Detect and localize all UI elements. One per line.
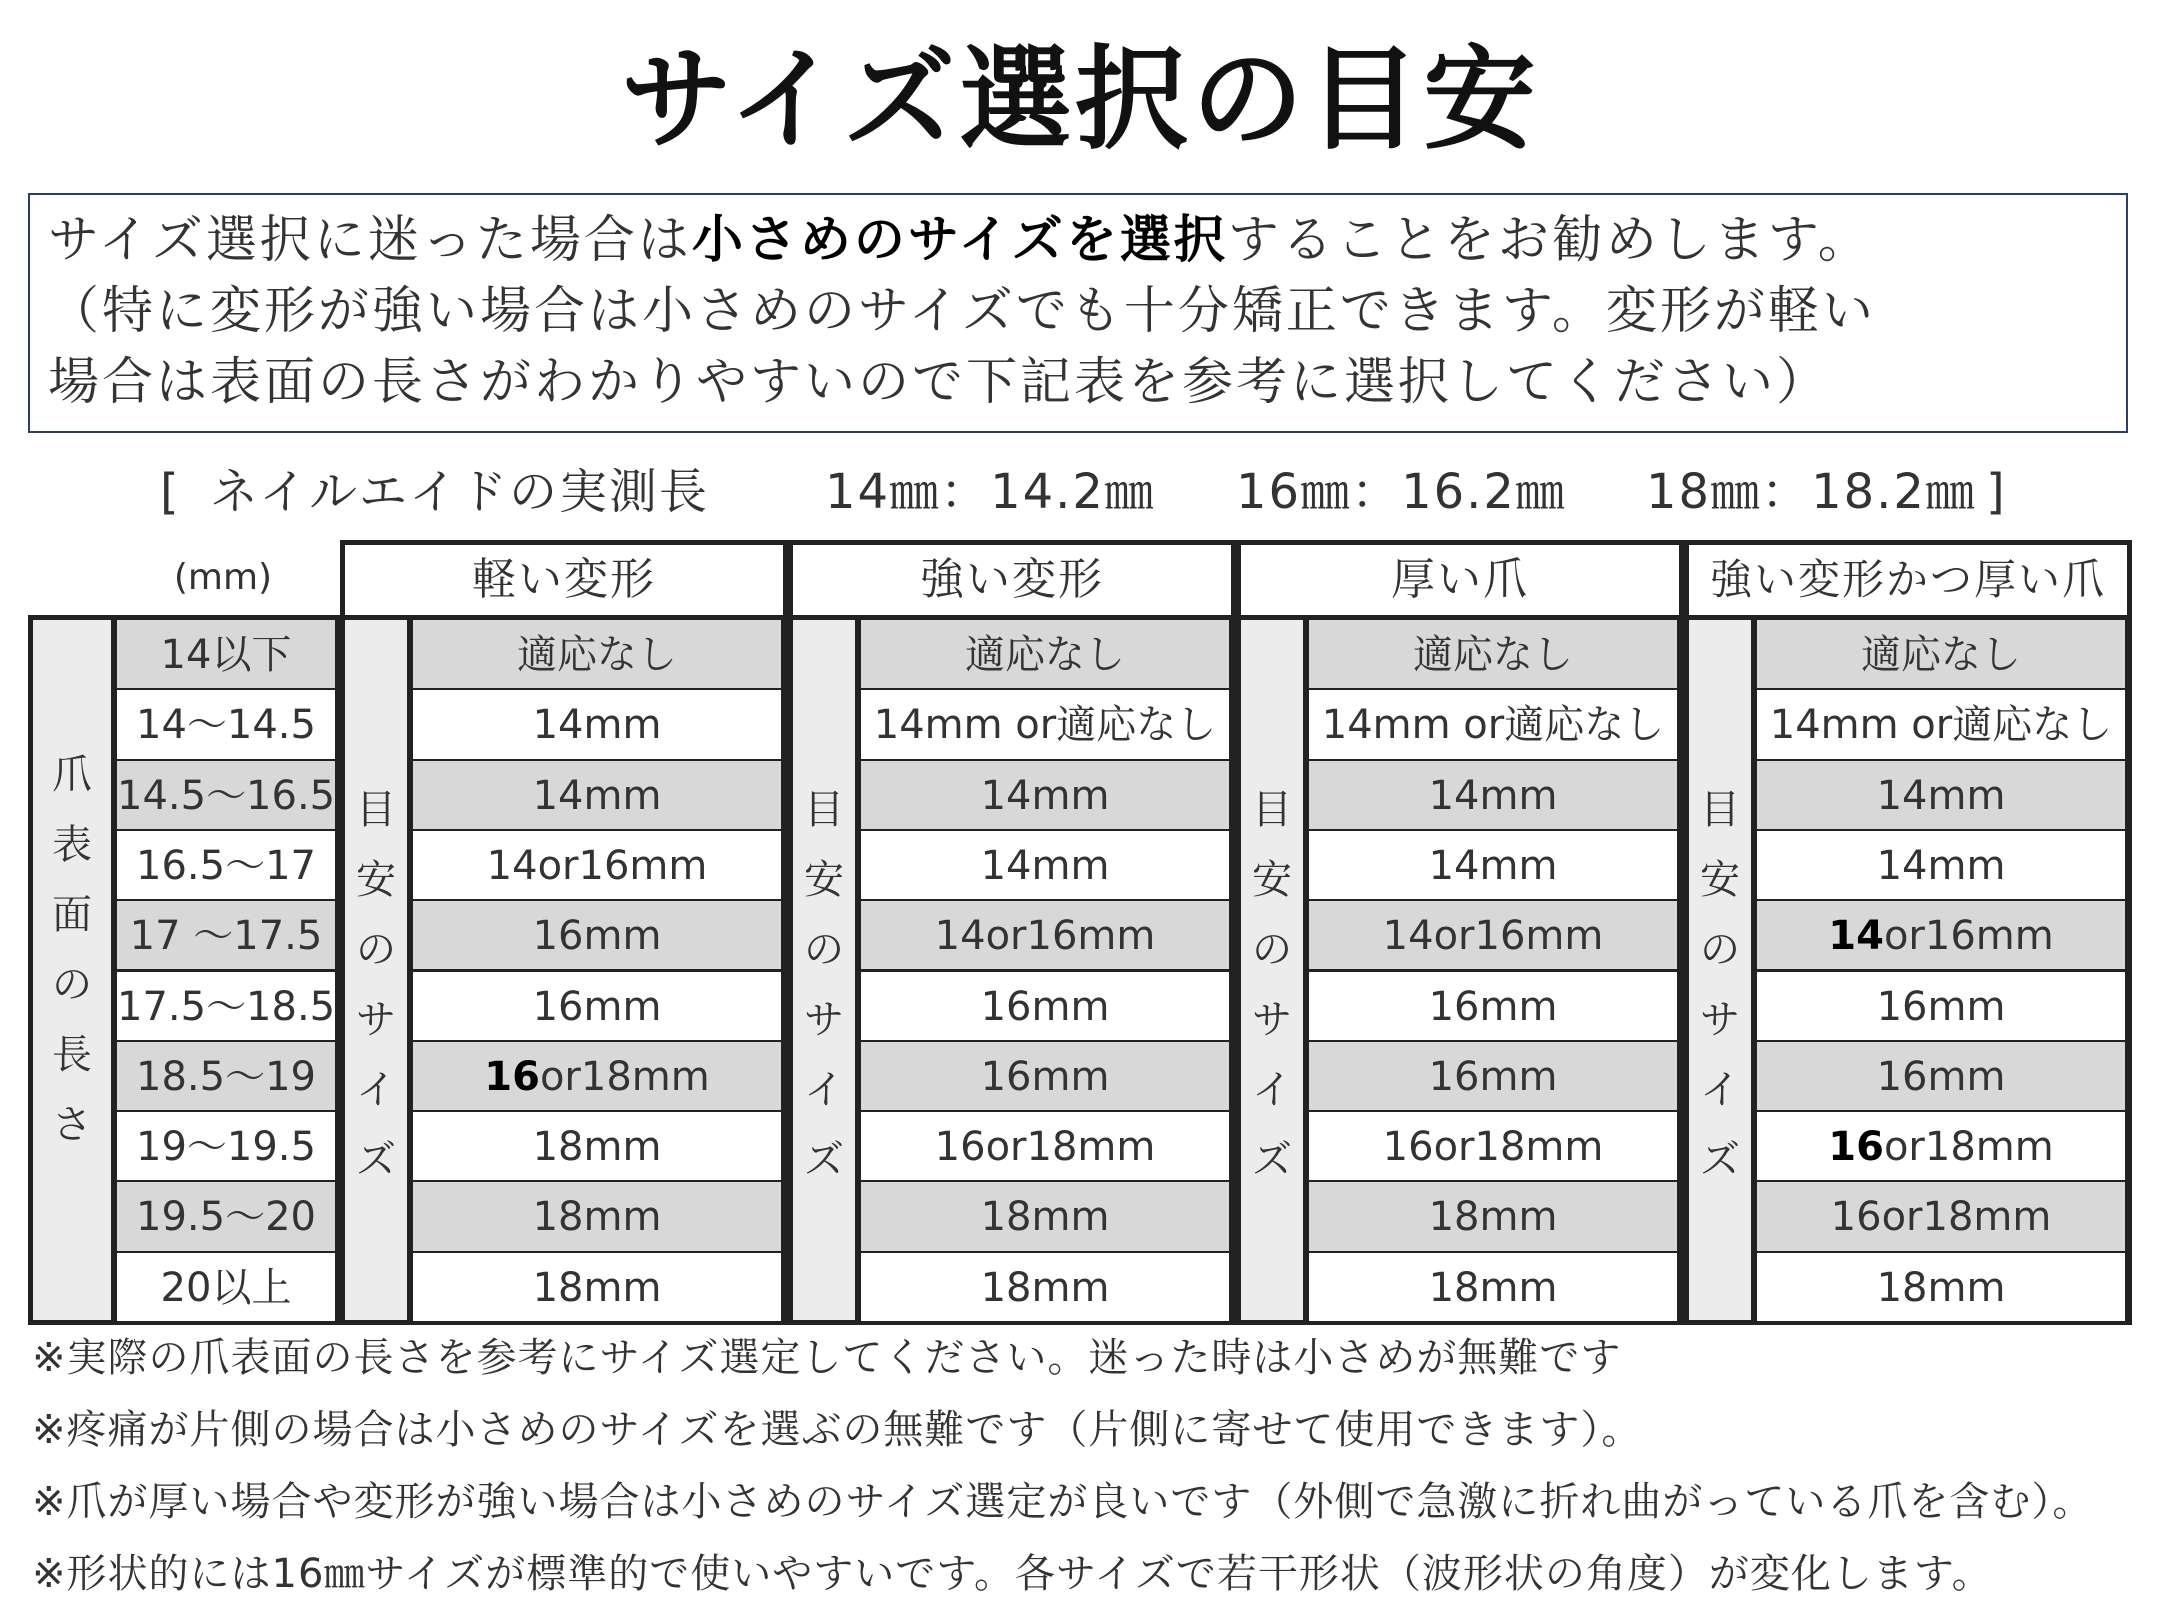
guide-char: サ <box>1700 997 1740 1043</box>
size-cell <box>1755 899 2127 971</box>
size-cell-text: 14mm <box>1428 842 1558 889</box>
measure-16: 16㎜：16.2㎜ <box>1236 464 1566 520</box>
nail-length-block <box>28 615 340 1325</box>
guide-char: の <box>1700 927 1740 973</box>
size-cell <box>1755 829 2127 901</box>
row-label: 14～14.5 <box>115 688 337 760</box>
nail-length-strip <box>33 620 115 1320</box>
size-cell <box>411 688 783 760</box>
size-cell-text: 18mm <box>532 1264 662 1311</box>
size-advice-box <box>28 193 2128 433</box>
size-cell <box>1307 618 1679 690</box>
size-cell-text: 適応なし <box>965 632 1125 678</box>
size-cell-text: 14or16mm <box>1382 913 1604 960</box>
guide-char: イ <box>356 1067 396 1113</box>
size-cell-text: 16mm <box>532 983 662 1030</box>
size-cell-bold: 16 <box>1828 1124 1884 1171</box>
guide-char: 安 <box>1252 857 1292 903</box>
advice-line-1-post: することをお勧めします。 <box>1227 211 1872 270</box>
measure-label: ネイルエイドの実測長 <box>210 464 710 520</box>
advice-line-3: 場合は表面の長さがわかりやすいので下記表を参考に選択してください） <box>48 353 1831 412</box>
unit-label: (mm) <box>173 557 273 598</box>
guide-char: サ <box>356 997 396 1043</box>
size-cell-bold: 14 <box>1828 913 1884 960</box>
size-cell <box>411 1251 783 1323</box>
size-cell-text: 適応なし <box>517 632 677 678</box>
guide-char: の <box>804 927 844 973</box>
measure-18: 18㎜：18.2㎜ <box>1646 464 1976 520</box>
guide-char: 目 <box>356 787 396 833</box>
size-cell <box>411 829 783 901</box>
column-block <box>1236 615 1684 1325</box>
size-cell-text: 適応なし <box>1413 632 1573 678</box>
column-block <box>1684 615 2132 1325</box>
size-cell-text: 16or18mm <box>1830 1194 2052 1241</box>
size-cell <box>859 1110 1231 1182</box>
guide-strip <box>1241 620 1307 1320</box>
size-cell <box>411 899 783 971</box>
size-cell-text: 18mm <box>1428 1264 1558 1311</box>
size-cell <box>1307 899 1679 971</box>
size-cell <box>1307 1040 1679 1112</box>
column-header: 厚い爪 <box>1236 540 1684 618</box>
size-cell <box>1755 688 2127 760</box>
measure-14: 14㎜：14.2㎜ <box>825 464 1155 520</box>
guide-char: サ <box>804 997 844 1043</box>
size-cell-text: 16mm <box>532 913 662 960</box>
size-cell <box>1307 1110 1679 1182</box>
size-cell-text: 14mm <box>532 702 662 749</box>
size-cell <box>1307 829 1679 901</box>
size-cell <box>411 759 783 831</box>
size-cell <box>1755 1040 2127 1112</box>
size-cell-text: 18mm <box>1876 1264 2006 1311</box>
nail-length-char: 長 <box>52 1032 92 1078</box>
guide-char: 安 <box>804 857 844 903</box>
size-cell <box>411 970 783 1042</box>
size-cell-text: or18mm <box>539 1053 710 1100</box>
row-label: 16.5～17 <box>115 829 337 901</box>
size-cell-text: or18mm <box>1883 1124 2054 1171</box>
size-cell <box>411 618 783 690</box>
size-cell <box>411 1040 783 1112</box>
row-label: 18.5～19 <box>115 1040 337 1112</box>
nail-length-char: 面 <box>52 892 92 938</box>
column-header: 強い変形かつ厚い爪 <box>1684 540 2132 618</box>
nail-length-char: 表 <box>52 822 92 868</box>
size-cell-text: 14or16mm <box>934 913 1156 960</box>
size-cell <box>1307 1251 1679 1323</box>
guide-char: 安 <box>356 857 396 903</box>
row-label: 19～19.5 <box>115 1110 337 1182</box>
advice-line-1-bold: 小さめのサイズを選択 <box>691 211 1228 270</box>
size-cell-text: 18mm <box>532 1124 662 1171</box>
row-label: 14以下 <box>115 618 337 690</box>
size-cell-text: 18mm <box>532 1194 662 1241</box>
footnote: ※実際の爪表面の長さを参考にサイズ選定してください。迷った時は小さめが無難です <box>32 1335 1622 1381</box>
row-label: 17 ～17.5 <box>115 899 337 971</box>
measure-close-bracket: ] <box>1986 464 2007 520</box>
size-cell <box>859 1180 1231 1252</box>
size-cell <box>859 970 1231 1042</box>
size-cell <box>1755 1110 2127 1182</box>
column-block <box>788 615 1236 1325</box>
size-cell-text: or16mm <box>1883 913 2054 960</box>
guide-char: 安 <box>1700 857 1740 903</box>
advice-line-1 <box>48 205 2108 276</box>
size-cell <box>1307 759 1679 831</box>
size-cell-text: 14mm <box>1876 842 2006 889</box>
page-title: サイズ選択の目安 <box>620 35 1540 165</box>
guide-char: イ <box>1252 1067 1292 1113</box>
size-cell <box>859 759 1231 831</box>
guide-char: イ <box>1700 1067 1740 1113</box>
size-cell <box>1755 618 2127 690</box>
row-label: 14.5～16.5 <box>115 759 337 831</box>
guide-char: 目 <box>804 787 844 833</box>
size-cell <box>859 1040 1231 1112</box>
column-header: 軽い変形 <box>340 540 788 618</box>
size-cell-text: 14mm <box>980 772 1110 819</box>
footnote: ※疼痛が片側の場合は小さめのサイズを選ぶの無難です（片側に寄せて使用できます）。 <box>32 1407 1643 1453</box>
size-cell <box>859 1251 1231 1323</box>
nail-length-char: さ <box>52 1102 92 1148</box>
size-cell-text: 14mm <box>980 842 1110 889</box>
guide-char: ズ <box>1700 1137 1740 1183</box>
size-cell-text: 18mm <box>980 1194 1110 1241</box>
size-cell-text: 16mm <box>1428 983 1558 1030</box>
guide-char: の <box>356 927 396 973</box>
size-cell-text: 14mm or適応なし <box>873 702 1217 749</box>
size-cell <box>1307 1180 1679 1252</box>
size-cell-text: 14mm <box>1428 772 1558 819</box>
size-cell <box>1755 1251 2127 1323</box>
column-header: 強い変形 <box>788 540 1236 618</box>
guide-char: 目 <box>1700 787 1740 833</box>
nail-length-char: の <box>52 962 92 1008</box>
column-block <box>340 615 788 1325</box>
row-label: 20以上 <box>115 1251 337 1323</box>
size-cell <box>859 688 1231 760</box>
size-cell-text: 14mm <box>532 772 662 819</box>
size-cell <box>411 1110 783 1182</box>
size-cell-text: 16mm <box>1876 983 2006 1030</box>
guide-strip <box>1689 620 1755 1320</box>
size-cell <box>1307 970 1679 1042</box>
size-cell <box>859 899 1231 971</box>
size-cell-text: 16mm <box>980 1053 1110 1100</box>
size-cell-text: 16mm <box>1428 1053 1558 1100</box>
nail-length-char: 爪 <box>52 752 92 798</box>
size-cell-text: 18mm <box>1428 1194 1558 1241</box>
guide-char: 目 <box>1252 787 1292 833</box>
row-label: 19.5～20 <box>115 1180 337 1252</box>
footnote: ※爪が厚い場合や変形が強い場合は小さめのサイズ選定が良いです（外側で急激に折れ曲がっている爪を含む）。 <box>32 1479 2094 1525</box>
size-cell-text: 14mm <box>1876 772 2006 819</box>
size-cell-bold: 16 <box>484 1053 540 1100</box>
size-cell <box>1755 1180 2127 1252</box>
size-cell <box>1307 688 1679 760</box>
size-cell-text: 適応なし <box>1861 632 2021 678</box>
size-cell-text: 14mm or適応なし <box>1321 702 1665 749</box>
guide-strip <box>345 620 411 1320</box>
guide-char: イ <box>804 1067 844 1113</box>
size-cell-text: 16mm <box>980 983 1110 1030</box>
size-cell-text: 16or18mm <box>1382 1124 1604 1171</box>
size-cell-text: 14mm or適応なし <box>1769 702 2113 749</box>
size-cell-text: 14or16mm <box>486 842 708 889</box>
guide-strip <box>793 620 859 1320</box>
size-cell <box>859 618 1231 690</box>
size-cell-text: 16or18mm <box>934 1124 1156 1171</box>
guide-char: ズ <box>804 1137 844 1183</box>
guide-char: サ <box>1252 997 1292 1043</box>
advice-line-1-pre: サイズ選択に迷った場合は <box>48 211 692 270</box>
size-cell <box>1755 759 2127 831</box>
size-cell-text: 18mm <box>980 1264 1110 1311</box>
size-cell-text: 16mm <box>1876 1053 2006 1100</box>
guide-char: ズ <box>1252 1137 1292 1183</box>
footnote: ※形状的には16㎜サイズが標準的で使いやすいです。各サイズで若干形状（波形状の角度）が変化します。 <box>32 1551 1993 1597</box>
guide-char: ズ <box>356 1137 396 1183</box>
measure-open-bracket: [ <box>160 464 181 520</box>
size-cell <box>859 829 1231 901</box>
guide-char: の <box>1252 927 1292 973</box>
row-label: 17.5～18.5 <box>115 970 337 1042</box>
advice-line-2: （特に変形が強い場合は小さめのサイズでも十分矯正できます。変形が軽い <box>48 282 1876 341</box>
size-cell <box>411 1180 783 1252</box>
size-cell <box>1755 970 2127 1042</box>
